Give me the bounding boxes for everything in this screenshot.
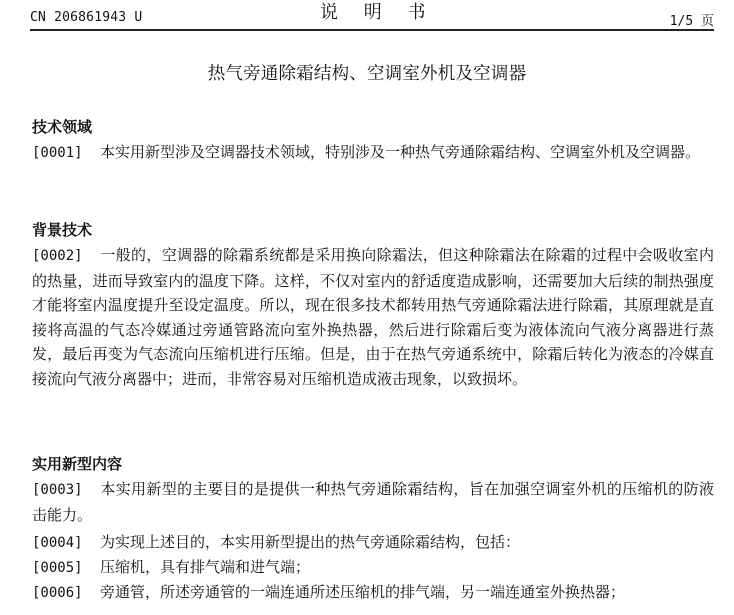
paragraph-number: [0004] [32,535,83,551]
paragraph-text: 本实用新型涉及空调器技术领域，特别涉及一种热气旁通除霜结构、空调室外机及空调器。 [100,143,701,161]
paragraph-number: [0005] [32,560,83,576]
section-heading-background: 背景技术 [32,221,93,239]
paragraph-0004 [32,530,714,556]
paragraph-text: 旁通管，所述旁通管的一端连通所述压缩机的排气端，另一端连通室外换热器； [100,583,626,601]
paragraph-number: [0003] [32,482,83,498]
page-indicator: 1/5 页 [669,14,714,29]
paragraph-0006 [32,580,714,606]
header-title: 说 明 书 [320,2,436,23]
paragraph-number: [0006] [32,585,83,601]
section-heading-tech-field: 技术领域 [32,118,93,136]
page-header [30,0,714,31]
paragraph-number: [0002] [32,248,83,264]
section-heading-content: 实用新型内容 [32,455,123,473]
paragraph-text: 压缩机，具有排气端和进气端； [100,558,311,576]
paragraph-text: 一般的，空调器的除霜系统都是采用换向除霜法，但这种除霜法在除霜的过程中会吸收室内的热量，进而导致室内的温度下降。这样，不仅对室内的舒适度造成影响，还需要加大后续的制热强度才能将室内温度提升至设定温度。所以，现在很多技术都转用热气旁通除霜法进行除霜，其原理就是直接将高温的气态冷媒通过旁通管路流向室外换热器，然后进行除霜后变为液体流向气液分离器进行蒸发，最后再变为气态流向压缩机进行压缩。但是，由于在热气旁通系统中，除霜后转化为液态的冷媒直接流向气液分离器中；进而，非常容易对压缩机造成液击现象，以致损坏。 [32,246,714,388]
header-rule [30,29,714,31]
paragraph-0002 [32,243,714,392]
paragraph-0003 [32,477,714,527]
paragraph-0005 [32,555,714,581]
paragraph-number: [0001] [32,145,83,161]
paragraph-text: 为实现上述目的，本实用新型提出的热气旁通除霜结构，包括： [100,533,521,551]
paragraph-0001 [32,140,714,166]
doc-number: CN 206861943 U [30,10,143,25]
paragraph-text: 本实用新型的主要目的是提供一种热气旁通除霜结构，旨在加强空调室外机的压缩机的防液击能力。 [32,480,714,524]
document-title: 热气旁通除霜结构、空调室外机及空调器 [207,64,527,84]
